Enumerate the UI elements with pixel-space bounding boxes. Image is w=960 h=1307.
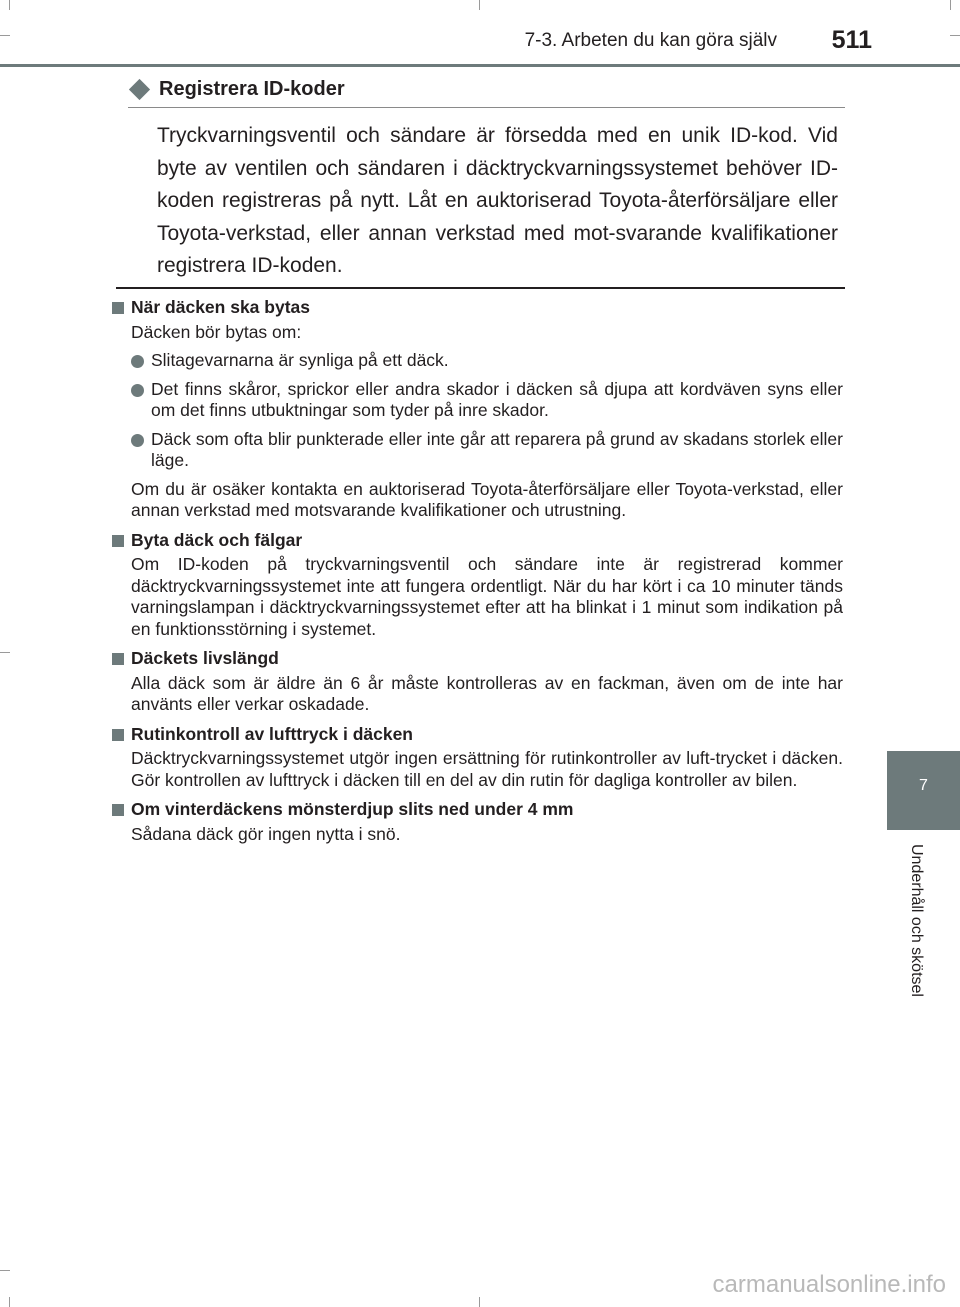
list-item-text: Däck som ofta blir punkterade eller inte går att reparera på grund av skadans storlek eller läge. [151,428,843,470]
box-heading [128,78,345,101]
round-bullet-icon [131,355,144,368]
box-text: Tryckvarningsventil och sändare är försedda med en unik ID-kod. Vid byte av ventilen och sändaren i däcktryckvarningssystemet behöver ID-koden registreras på nytt. Låt en auktoriserad Toyota-återförsäljare eller Toyota-verkstad, eller annan verkstad med mot-svarande kvalifikationer registrera ID-koden. [157,124,838,277]
section-paragraph: Däcken bör bytas om: [131,321,302,342]
section-heading-text: Däckets livslängd [131,648,279,668]
crop-mark [0,1270,10,1271]
box-title: Registrera ID-koder [159,78,345,100]
section-heading [112,297,843,319]
section-heading-text: Rutinkontroll av lufttryck i däcken [131,723,413,744]
crop-mark [0,652,10,653]
crop-mark [9,1297,10,1307]
header-rule [0,64,960,67]
round-bullet-icon [131,384,144,397]
square-bullet-icon [112,302,124,314]
diamond-icon [129,79,150,100]
box-title-rule [128,107,845,108]
section-paragraph: Sådana däck gör ingen nytta i snö. [131,823,401,844]
section-heading [112,530,843,552]
list-item-text: Slitagevarnarna är synliga på ett däck. [151,350,449,370]
section-heading-text: Om vinterdäckens mönsterdjup slits ned under 4 mm [131,799,574,819]
square-bullet-icon [112,804,124,816]
chapter-label: Underhåll och skötsel [908,844,925,997]
main-content [112,297,843,845]
section-heading [112,799,843,821]
section-paragraph: Alla däck som är äldre än 6 år måste kontrolleras av en fackman, även om de inte har använts eller verkar oskadade. [131,672,843,714]
page-header [0,0,960,66]
page-number: 511 [831,26,872,54]
watermark-link[interactable]: carmanualsonline.info [712,1271,946,1298]
list-item-text: Det finns skåror, sprickor eller andra skador i däcken så djupa att kordväven syns eller om det finns utbuktningar som tyder på inre skador. [151,378,843,420]
section-paragraph: Däcktryckvarningssystemet utgör ingen ersättning för rutinkontroller av luft-trycket i däcken. Gör kontrollen av lufttryck i däcken till en del av din rutin för dagliga kontroller av bilen. [131,748,843,790]
section-heading [112,724,843,746]
round-bullet-icon [131,434,144,447]
section-heading [112,648,843,670]
chapter-label-container [907,844,937,1044]
chapter-number: 7 [919,777,928,794]
box-bottom-rule [116,287,845,289]
section-paragraph: Om du är osäker kontakta en auktoriserad Toyota-återförsäljare eller Toyota-verkstad, eller annan verkstad med motsvarande kvalifikationer och utrustning. [131,478,843,520]
section-heading-text: Byta däck och fälgar [131,529,303,550]
list-item [112,350,843,372]
section-paragraph: Om ID-koden på tryckvarningsventil och sändare inte är registrerad kommer däcktryckvarningssystemet inte att fungera ordentligt. När du har kört i ca 10 minuter tänds varningslampan i däcktryckvarningssystemet efter att ha blinkat i 1 minut som indikation på en funktionsstörning i systemet. [131,554,843,639]
chapter-tab [887,751,960,830]
crop-mark [479,1297,480,1307]
header-section-title: 7-3. Arbeten du kan göra själv [524,30,777,51]
square-bullet-icon [112,653,124,665]
square-bullet-icon [112,535,124,547]
square-bullet-icon [112,729,124,741]
section-heading-text: När däcken ska bytas [131,297,310,317]
list-item [112,429,843,472]
list-item [112,379,843,422]
